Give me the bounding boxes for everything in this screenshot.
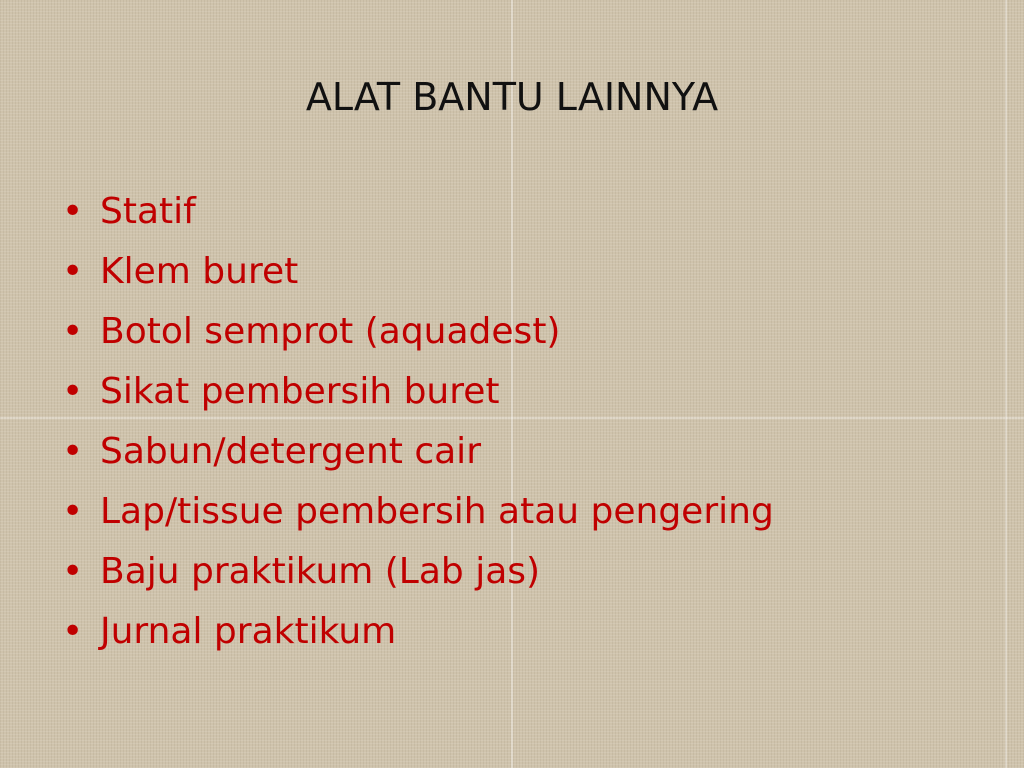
- list-item-label: Botol semprot (aquadest): [100, 311, 561, 352]
- slide-title: ALAT BANTU LAINNYA: [305, 75, 719, 119]
- list-item: [62, 362, 774, 422]
- bullet-icon: •: [62, 191, 84, 232]
- list-item-label: Sabun/detergent cair: [100, 431, 481, 472]
- list-item-label: Statif: [100, 191, 196, 232]
- list-item: [62, 482, 774, 542]
- bullet-icon: •: [62, 611, 84, 652]
- list-item: [62, 302, 774, 362]
- list-item: [62, 242, 774, 302]
- bullet-icon: •: [62, 491, 84, 532]
- bullet-list: [62, 182, 774, 662]
- list-item-label: Klem buret: [100, 251, 299, 292]
- bullet-icon: •: [62, 431, 84, 472]
- bullet-icon: •: [62, 311, 84, 352]
- list-item: [62, 182, 774, 242]
- list-item: [62, 602, 774, 662]
- bullet-icon: •: [62, 371, 84, 412]
- bullet-icon: •: [62, 551, 84, 592]
- list-item-label: Jurnal praktikum: [100, 611, 397, 652]
- list-item: [62, 542, 774, 602]
- bullet-icon: •: [62, 251, 84, 292]
- list-item-label: Sikat pembersih buret: [100, 371, 500, 412]
- list-item: [62, 422, 774, 482]
- list-item-label: Lap/tissue pembersih atau pengering: [100, 491, 774, 532]
- list-item-label: Baju praktikum (Lab jas): [100, 551, 541, 592]
